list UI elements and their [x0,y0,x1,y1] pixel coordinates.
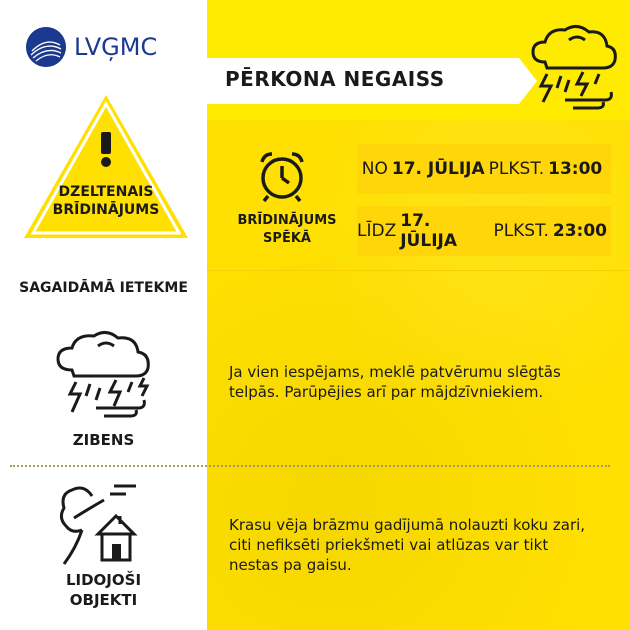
impact-text-lightning [229,362,609,402]
validity-label-line-2: SPĒKĀ [263,231,311,246]
validity-label-line-1: BRĪDINĀJUMS [237,213,337,228]
impact-label-flying-line-1: LIDOJOŠI [65,571,142,589]
to-mid: PLKST. [493,221,549,241]
to-prefix: LĪDZ [357,221,397,241]
flying-objects-icon [54,478,154,574]
impact-title: SAGAIDĀMĀ IETEKME [19,280,188,296]
validity-label [227,212,347,248]
logo-text: LVĢMC [74,33,158,61]
impact-text-lightning-line-2: telpās. Parūpējies arī par mājdzīvniekiem. [229,383,544,401]
warning-triangle-icon [21,92,191,242]
from-prefix: NO [361,159,388,179]
valid-to-box [357,206,611,256]
thunderstorm-icon [525,22,620,116]
impact-text-flying-line-3: nestas pa gaisu. [229,556,352,574]
logo [26,27,157,67]
impact-text-lightning-line-1: Ja vien iespējams, meklē patvērumu slēgtās [229,363,561,381]
from-time: 13:00 [548,159,603,179]
dotted-divider [10,465,610,467]
impact-text-flying-line-1: Krasu vēja brāzmu gadījumā nolauzti koku zari, [229,516,586,534]
impact-text-flying-line-2: citi nefiksēti priekšmeti vai atlūzas var tikt [229,536,549,554]
lightning-storm-icon [52,328,157,427]
alarm-clock-icon [254,148,310,208]
logo-globe-icon [26,27,66,67]
impact-label-lightning: ZIBENS [72,431,135,449]
level-line-1: DZELTENAIS [58,184,154,200]
to-time: 23:00 [552,221,607,241]
valid-from-box [357,144,611,194]
level-line-2: BRĪDINĀJUMS [52,202,160,218]
warning-level-badge [21,92,191,242]
warning-title-banner [201,58,519,104]
impact-text-flying [229,515,609,575]
impact-label-flying [0,570,207,610]
to-date: 17. JŪLIJA [400,211,458,251]
from-date: 17. JŪLIJA [391,159,485,179]
warning-title: PĒRKONA NEGAISS [225,67,445,91]
impact-label-flying-line-2: OBJEKTI [69,591,138,609]
section-divider [207,270,630,271]
from-mid: PLKST. [488,159,545,179]
